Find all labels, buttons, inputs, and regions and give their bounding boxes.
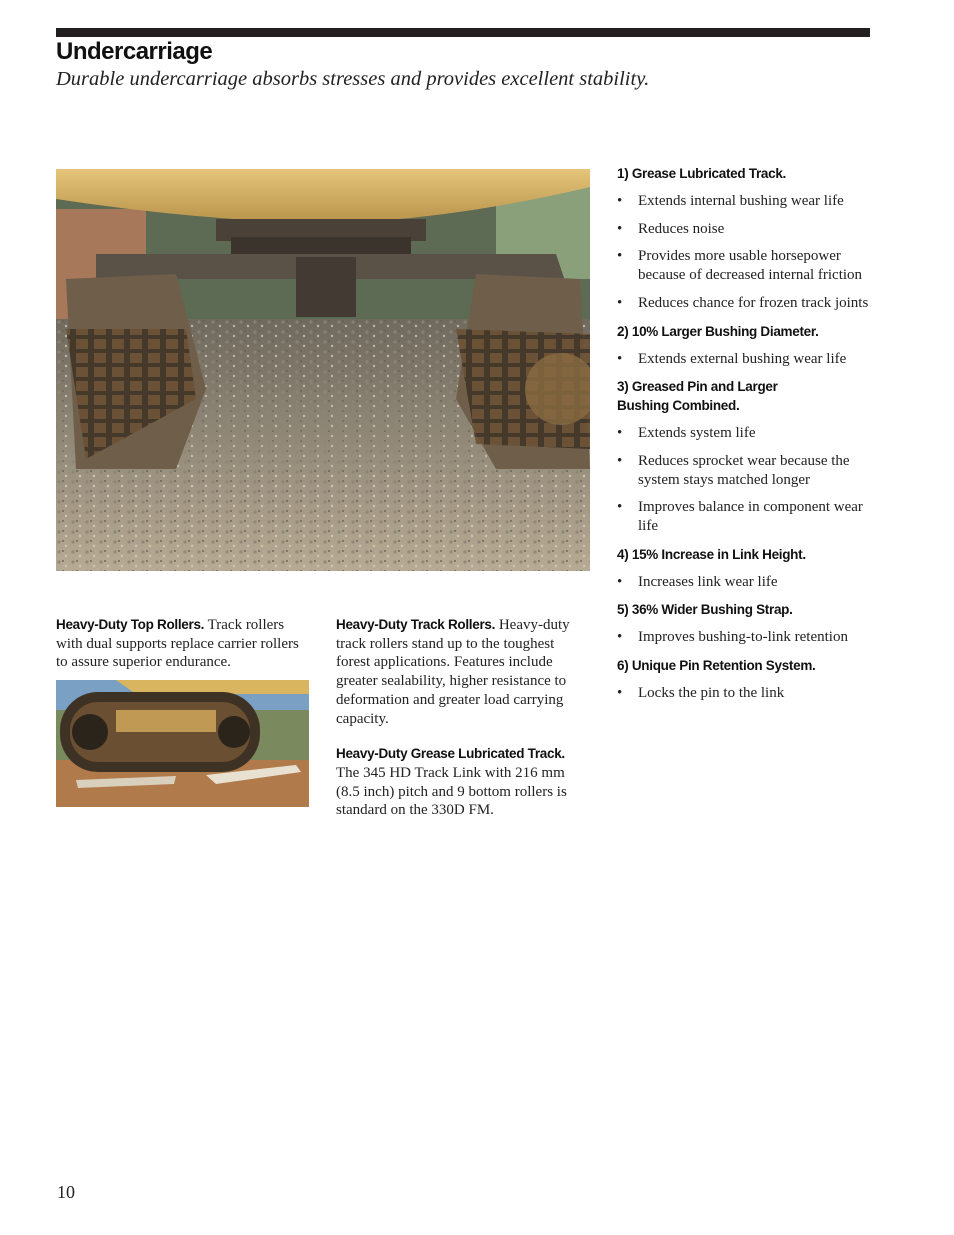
feature-section: [617, 377, 879, 536]
feature-bullet: • Reduces noise: [617, 220, 879, 239]
page-number: 10: [57, 1182, 75, 1202]
feature-heading: 2) 10% Larger Bushing Diameter.: [617, 323, 819, 339]
feature-heading: 3) Greased Pin and Larger Bushing Combined.: [617, 379, 778, 414]
track-rollers-lead: Heavy-Duty Track Rollers.: [336, 617, 496, 632]
feature-section: [617, 164, 879, 313]
feature-heading: 4) 15% Increase in Link Height.: [617, 546, 806, 562]
feature-section: [617, 656, 879, 703]
feature-bullet: • Provides more usable horsepower because of decreased internal friction: [617, 247, 879, 284]
grease-track-lead: Heavy-Duty Grease Lubricated Track.: [336, 746, 565, 762]
feature-section: [617, 322, 879, 369]
feature-bullet: • Reduces sprocket wear because the system stays matched longer: [617, 452, 879, 489]
feature-bullet: • Extends external bushing wear life: [617, 350, 879, 369]
feature-bullet: • Extends system life: [617, 424, 879, 443]
feature-heading: 5) 36% Wider Bushing Strap.: [617, 602, 793, 618]
page-subtitle: Durable undercarriage absorbs stresses and provides excellent stability.: [56, 68, 650, 90]
feature-bullet: • Reduces chance for frozen track joints: [617, 294, 879, 313]
features-list: [617, 164, 879, 712]
track-rollers-body: Heavy-duty track rollers stand up to the toughest forest applications. Features include greater sealability, higher resistance to deformation and greater load carrying capacity.: [336, 617, 570, 727]
feature-heading: 6) Unique Pin Retention System.: [617, 658, 816, 674]
top-rollers-lead: Heavy-Duty Top Rollers.: [56, 617, 205, 632]
top-rollers-text: [56, 616, 314, 689]
grease-track-body: The 345 HD Track Link with 216 mm (8.5 inch) pitch and 9 bottom rollers is standard on the 330D FM.: [336, 764, 567, 819]
undercarriage-photo: [56, 169, 590, 571]
top-roller-photo: [56, 680, 309, 807]
feature-bullet: • Extends internal bushing wear life: [617, 192, 879, 211]
feature-section: [617, 545, 879, 592]
header-rule: [56, 28, 870, 37]
track-rollers-text: [336, 616, 584, 837]
page-title: Undercarriage: [56, 38, 213, 65]
feature-bullet: • Increases link wear life: [617, 573, 879, 592]
top-rollers-body: Track rollers with dual supports replace carrier rollers to assure superior endurance.: [56, 617, 299, 671]
feature-bullet: • Improves balance in component wear life: [617, 498, 879, 535]
feature-bullet: • Improves bushing-to-link retention: [617, 628, 879, 647]
feature-heading: 1) Grease Lubricated Track.: [617, 166, 786, 181]
feature-bullet: • Locks the pin to the link: [617, 684, 879, 703]
feature-section: [617, 600, 879, 647]
